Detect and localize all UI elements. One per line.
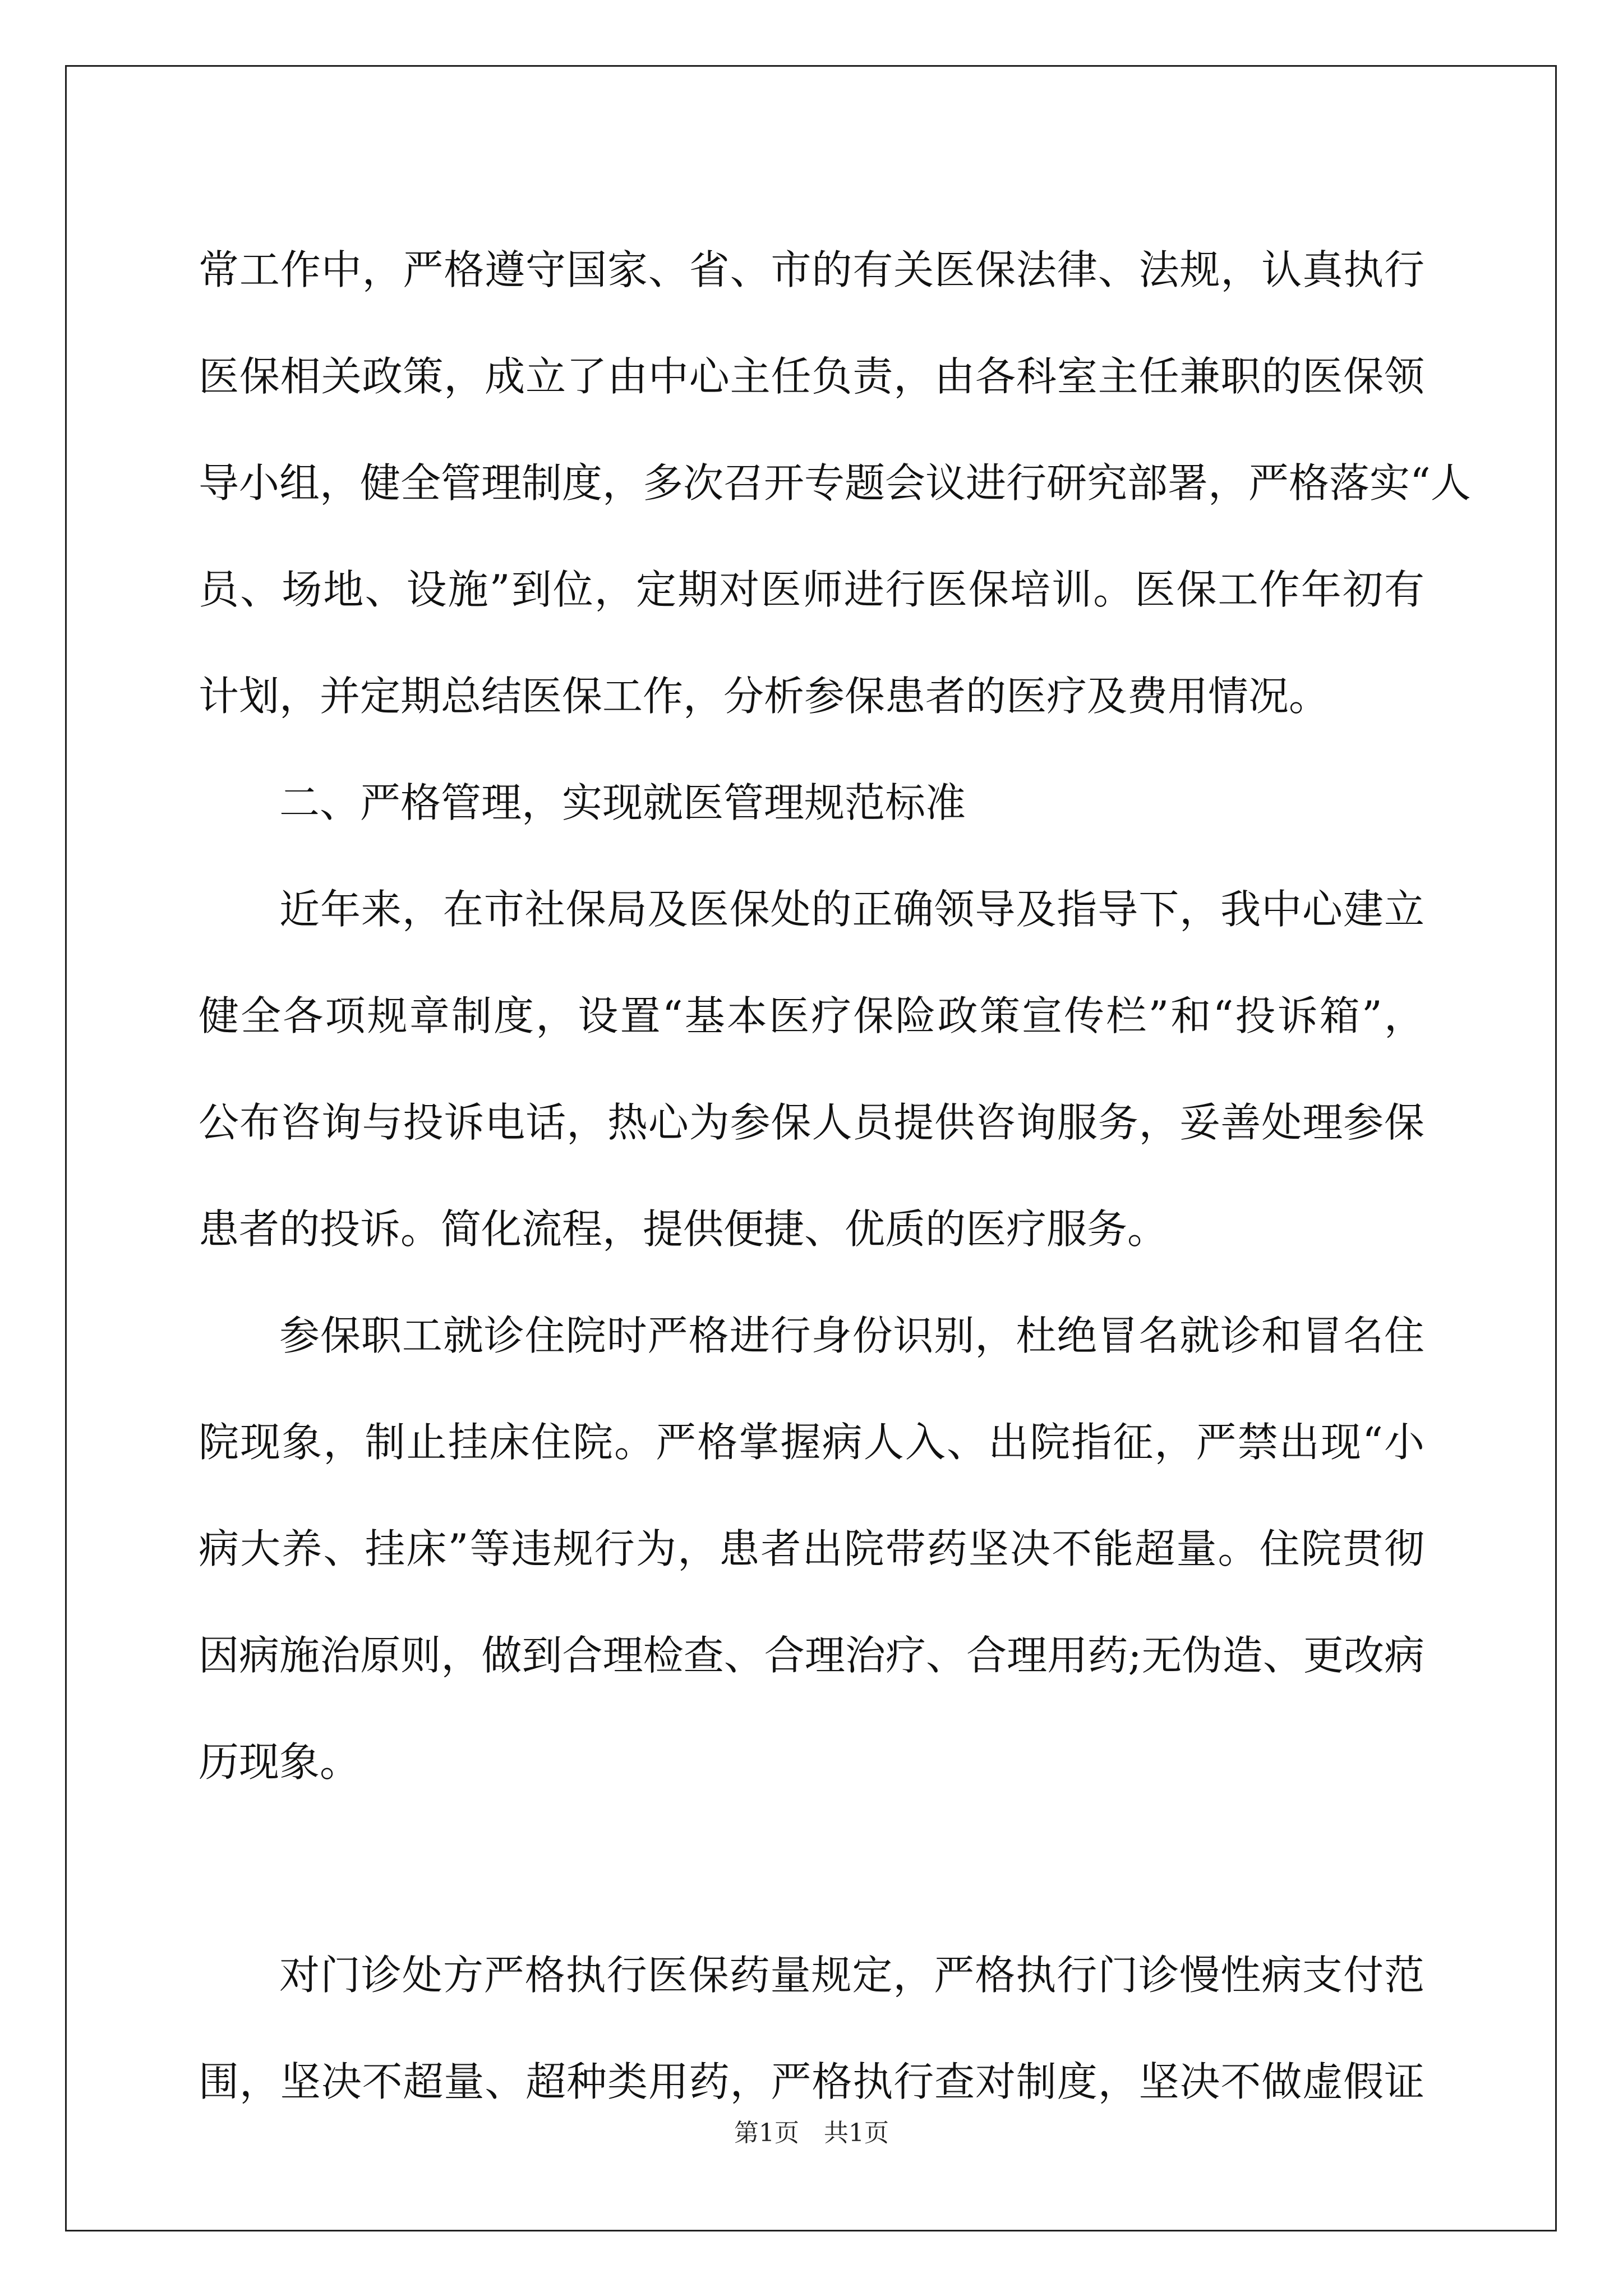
paragraph-gap bbox=[199, 1815, 1424, 1922]
document-body bbox=[199, 217, 1471, 2135]
text-line: 参保职工就诊住院时严格进行身份识别，杜绝冒名就诊和冒名住 bbox=[279, 1312, 1424, 1359]
text-line: 导小组，健全管理制度，多次召开专题会议进行研究部署，严格落实“人 bbox=[199, 459, 1471, 507]
text-line: 院现象，制止挂床住院。严格掌握病人入、出院指征，严禁出现“小 bbox=[199, 1419, 1424, 1466]
text-line: 患者的投诉。简化流程，提供便捷、优质的医疗服务。 bbox=[199, 1205, 1168, 1253]
text-line: 公布咨询与投诉电话，热心为参保人员提供咨询服务，妥善处理参保 bbox=[199, 1099, 1424, 1146]
section-heading: 二、严格管理，实现就医管理规范标准 bbox=[279, 779, 966, 826]
text-line: 围，坚决不超量、超种类用药，严格执行查对制度，坚决不做虚假证 bbox=[199, 2058, 1424, 2105]
text-line: 计划，并定期总结医保工作，分析参保患者的医疗及费用情况。 bbox=[199, 673, 1330, 720]
text-line: 近年来，在市社保局及医保处的正确领导及指导下，我中心建立 bbox=[279, 886, 1424, 933]
text-line: 员、场地、设施”到位，定期对医师进行医保培训。医保工作年初有 bbox=[199, 566, 1424, 613]
text-line: 常工作中，严格遵守国家、省、市的有关医保法律、法规，认真执行 bbox=[199, 246, 1424, 293]
text-line: 因病施治原则，做到合理检查、合理治疗、合理用药;无伪造、更改病 bbox=[199, 1632, 1424, 1679]
text-line: 历现象。 bbox=[199, 1738, 361, 1786]
text-line: 对门诊处方严格执行医保药量规定，严格执行门诊慢性病支付范 bbox=[279, 1952, 1424, 1999]
page-footer: 第1页 共1页 bbox=[734, 2119, 889, 2147]
text-line: 病大养、挂床”等违规行为，患者出院带药坚决不能超量。住院贯彻 bbox=[199, 1525, 1424, 1572]
text-line: 医保相关政策，成立了由中心主任负责，由各科室主任兼职的医保领 bbox=[199, 353, 1424, 400]
text-line: 健全各项规章制度，设置“基本医疗保险政策宣传栏”和“投诉箱”， bbox=[199, 992, 1424, 1039]
